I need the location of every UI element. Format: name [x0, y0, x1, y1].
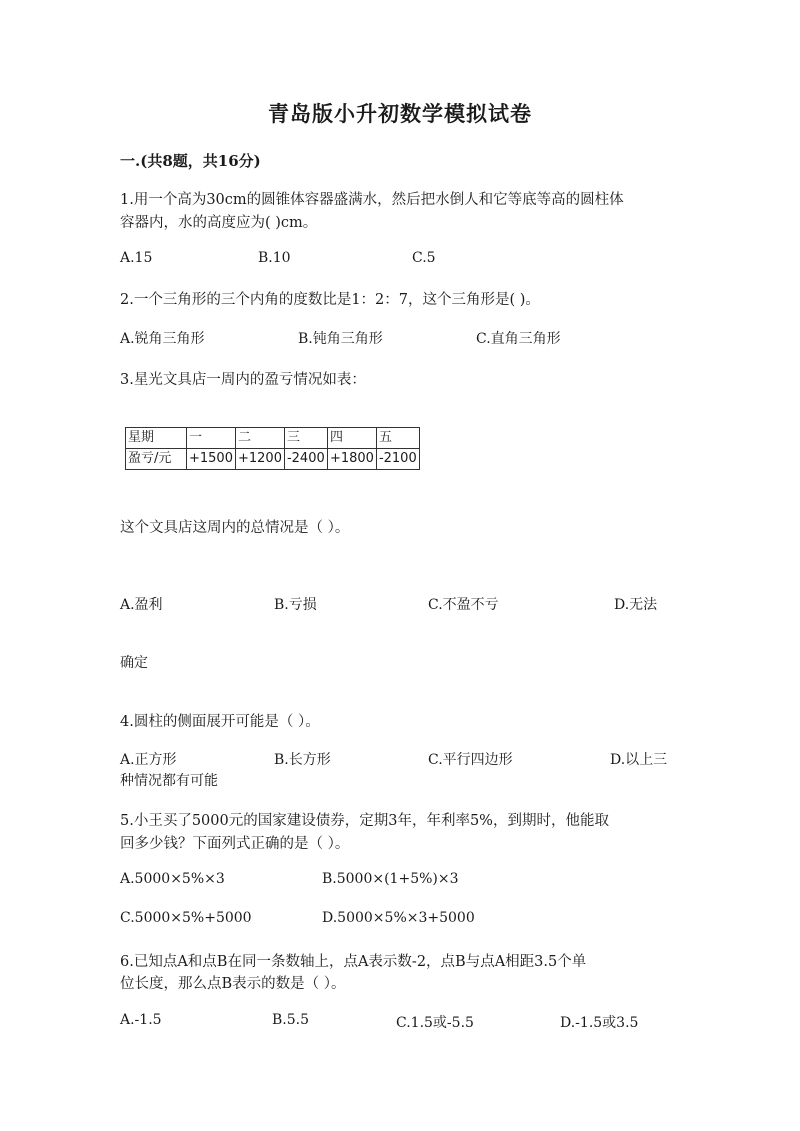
q5-text-line1: 5.小王买了5000元的国家建设债券，定期3年，年利率5%，到期时，他能取 [120, 813, 609, 829]
q4-option-c[interactable]: C.平行四边形 [428, 752, 513, 768]
q3-question: 这个文具店这周内的总情况是（ ）。 [120, 520, 350, 536]
table-cell: 星期 [126, 428, 187, 449]
q1-text-line1: 1.用一个高为30cm的圆锥体容器盛满水，然后把水倒人和它等底等高的圆柱体 [120, 192, 624, 208]
q4-option-b[interactable]: B.长方形 [274, 752, 331, 768]
table-cell: 一 [187, 428, 236, 449]
q4-text: 4.圆柱的侧面展开可能是（ ）。 [120, 714, 320, 730]
q5-option-b[interactable]: B.5000×(1+5%)×3 [322, 871, 459, 887]
table-cell: -2400 [284, 449, 327, 470]
q1-option-a[interactable]: A.15 [120, 250, 153, 266]
q2-option-a[interactable]: A.锐角三角形 [120, 331, 205, 347]
q6-text-line1: 6.已知点A和点B在同一条数轴上，点A表示数-2，点B与点A相距3.5个单 [120, 954, 587, 970]
table-cell: +1800 [327, 449, 376, 470]
table-cell: -2100 [376, 449, 419, 470]
q3-option-a[interactable]: A.盈利 [120, 597, 163, 613]
q3-option-d-wrap: 确定 [120, 655, 148, 671]
table-cell: 三 [284, 428, 327, 449]
q3-option-c[interactable]: C.不盈不亏 [428, 597, 499, 613]
q5-option-c[interactable]: C.5000×5%+5000 [120, 910, 252, 926]
q6-option-b[interactable]: B.5.5 [272, 1012, 310, 1028]
section-heading: 一.(共8题，共16分) [120, 152, 261, 170]
page-title: 青岛版小升初数学模拟试卷 [268, 101, 532, 126]
q6-option-c[interactable]: C.1.5或-5.5 [396, 1015, 474, 1031]
table-cell: +1500 [187, 449, 236, 470]
q3-text: 3.星光文具店一周内的盈亏情况如表： [120, 372, 366, 388]
q1-text-line2: 容器内，水的高度应为( )cm。 [120, 215, 318, 231]
q1-option-b[interactable]: B.10 [258, 250, 291, 266]
q6-text-line2: 位长度，那么点B表示的数是（ ）。 [120, 976, 346, 992]
q3-option-b[interactable]: B.亏损 [274, 597, 317, 613]
q4-option-a[interactable]: A.正方形 [120, 752, 177, 768]
q4-option-d-wrap: 种情况都有可能 [120, 773, 218, 789]
table-cell: 二 [235, 428, 284, 449]
table-cell: 四 [327, 428, 376, 449]
profit-loss-table [125, 427, 420, 470]
table-cell: 五 [376, 428, 419, 449]
table-cell: +1200 [235, 449, 284, 470]
q6-option-a[interactable]: A.-1.5 [120, 1012, 162, 1028]
q5-option-a[interactable]: A.5000×5%×3 [120, 871, 225, 887]
q4-option-d[interactable]: D.以上三 [610, 752, 668, 768]
table-row [126, 449, 420, 470]
q2-text: 2.一个三角形的三个内角的度数比是1：2：7，这个三角形是( )。 [120, 292, 540, 308]
q2-option-b[interactable]: B.钝角三角形 [298, 331, 383, 347]
q1-option-c[interactable]: C.5 [412, 250, 436, 266]
table-row [126, 428, 420, 449]
table-cell: 盈亏/元 [126, 449, 187, 470]
q2-option-c[interactable]: C.直角三角形 [476, 331, 561, 347]
q5-option-d[interactable]: D.5000×5%×3+5000 [322, 910, 475, 926]
q6-option-d[interactable]: D.-1.5或3.5 [560, 1015, 639, 1031]
q3-option-d[interactable]: D.无法 [614, 597, 658, 613]
q5-text-line2: 回多少钱？下面列式正确的是（ ）。 [120, 836, 350, 852]
